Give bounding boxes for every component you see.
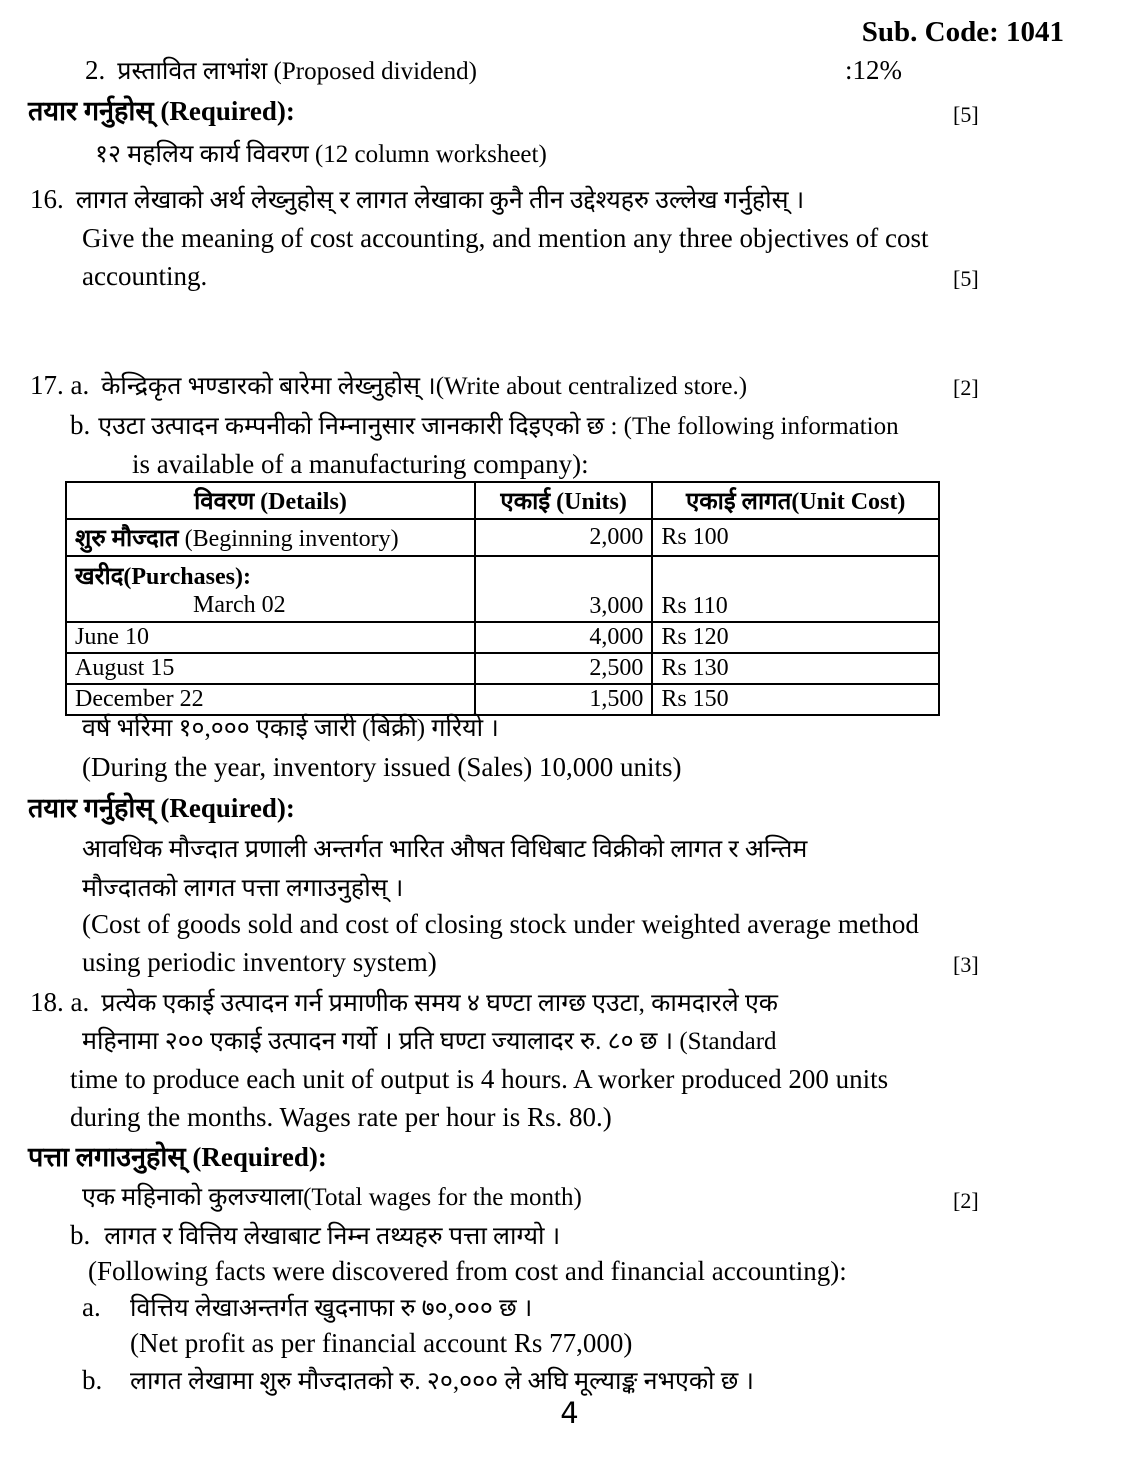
q17b-line1 xyxy=(70,409,899,443)
required2-heading: तयार गर्नुहोस् (Required): xyxy=(28,793,295,823)
q16-number: 16. xyxy=(30,184,64,214)
item2-text: प्रस्तावित लाभांश (Proposed dividend) xyxy=(117,58,477,85)
q18a-number: 18. a. xyxy=(30,987,90,1017)
row-cost: Rs 150 xyxy=(652,684,939,715)
sub-code: Sub. Code: 1041 xyxy=(861,16,1064,48)
row-cost: Rs 120 xyxy=(652,622,939,653)
required3-marks: [2] xyxy=(953,1188,979,1213)
header-unit-cost: एकाई लागत(Unit Cost) xyxy=(652,482,939,519)
q16-nepali-line xyxy=(30,183,804,217)
row-units: 4,000 xyxy=(475,622,652,653)
q18b-number: b. xyxy=(70,1220,91,1250)
required1-item: १२ महलिय कार्य विवरण (12 column worksheet) xyxy=(95,141,547,168)
q17b-line2: is available of a manufacturing company): xyxy=(132,449,589,479)
row-units: 1,500 xyxy=(475,684,652,715)
q16-marks: [5] xyxy=(953,266,979,291)
q17b-text1: एउटा उत्पादन कम्पनीको निम्नानुसार जानकारी दिइएको छ : (The following information xyxy=(98,413,899,440)
beginning-inventory-cell: शुरु मौज्दात (Beginning inventory) xyxy=(66,519,475,556)
q18b-item-b-number: b. xyxy=(82,1365,103,1395)
q18a-nepali-line1 xyxy=(30,986,778,1020)
required1-marks: [5] xyxy=(953,102,979,127)
row-date: December 22 xyxy=(66,684,475,715)
q18a-english-line1: time to produce each unit of output is 4 hours. A worker produced 200 units xyxy=(70,1064,889,1094)
row-units: 2,500 xyxy=(475,653,652,684)
q16-nepali: लागत लेखाको अर्थ लेख्नुहोस् र लागत लेखाका कुनै तीन उद्देश्यहरु उल्लेख गर्नुहोस् । xyxy=(75,187,805,214)
required2-english-line2: using periodic inventory system) xyxy=(82,947,437,977)
purchases-date: March 02 xyxy=(193,592,286,618)
required2-english-line1: (Cost of goods sold and cost of closing stock under weighted average method xyxy=(82,909,919,939)
q18b-english: (Following facts were discovered from cost and financial accounting): xyxy=(88,1256,847,1286)
page-number: 4 xyxy=(560,1396,579,1430)
q16-english-line1: Give the meaning of cost accounting, and mention any three objectives of cost xyxy=(82,223,929,253)
required1-heading: तयार गर्नुहोस् (Required): xyxy=(28,96,295,126)
purchases-units: 3,000 xyxy=(475,556,652,622)
q17a-text: केन्द्रिकृत भण्डारको बारेमा लेख्नुहोस् ।(Write about centralized store.) xyxy=(101,373,748,400)
q17a-number: 17. a. xyxy=(30,370,90,400)
table-row xyxy=(66,519,939,556)
item2-value: :12% xyxy=(845,55,902,85)
sales-note-english: (During the year, inventory issued (Sales) 10,000 units) xyxy=(82,752,682,782)
header-units: एकाई (Units) xyxy=(475,482,652,519)
row-date: August 15 xyxy=(66,653,475,684)
sales-note-nepali: वर्ष भरिमा १०,००० एकाई जारी (बिक्री) गरियो । xyxy=(82,715,499,742)
required3-heading: पत्ता लगाउनुहोस् (Required): xyxy=(28,1142,327,1172)
q16-english-line2: accounting. xyxy=(82,261,208,291)
q18a-np1: प्रत्येक एकाई उत्पादन गर्न प्रमाणीक समय ४ घण्टा लाग्छ एउटा, कामदारले एक xyxy=(101,990,779,1017)
row-date: June 10 xyxy=(66,622,475,653)
q18b-line1 xyxy=(70,1219,560,1253)
purchases-label: खरीद(Purchases): xyxy=(75,564,251,590)
q17a-line xyxy=(30,369,747,403)
table-header-row xyxy=(66,482,939,519)
beginning-cost: Rs 100 xyxy=(652,519,939,556)
table-row xyxy=(66,684,939,715)
q18b-item-a xyxy=(82,1291,532,1325)
required2-marks: [3] xyxy=(953,952,979,977)
q18b-item-b xyxy=(82,1364,754,1398)
required3-item: एक महिनाको कुलज्याला(Total wages for the month) xyxy=(82,1184,582,1211)
header-details: विवरण (Details) xyxy=(66,482,475,519)
item2-number: 2. xyxy=(85,55,106,85)
purchases-cost: Rs 110 xyxy=(652,556,939,622)
q18b-nepali: लागत र वित्तिय लेखाबाट निम्न तथ्यहरु पत्ता लाग्यो । xyxy=(104,1223,561,1250)
table-row xyxy=(66,556,939,622)
required2-nepali-line2: मौज्दातको लागत पत्ता लगाउनुहोस् । xyxy=(82,875,404,902)
q17b-number: b. xyxy=(70,410,91,440)
q18b-item-a-english: (Net profit as per financial account Rs 77,000) xyxy=(130,1328,633,1358)
q17a-marks: [2] xyxy=(953,375,979,400)
required2-nepali-line1: आवधिक मौज्दात प्रणाली अन्तर्गत भारित औषत विधिबाट विक्रीको लागत र अन्तिम xyxy=(82,836,808,863)
inventory-table xyxy=(65,481,940,716)
table-row xyxy=(66,653,939,684)
table-row xyxy=(66,622,939,653)
q18b-item-b-nepali: लागत लेखामा शुरु मौज्दातको रु. २०,००० ले अघि मूल्याङ्क नभएको छ । xyxy=(130,1368,755,1395)
q18a-nepali-line2: महिनामा २०० एकाई उत्पादन गर्यो । प्रति घण्टा ज्यालादर रु. ८० छ । (Standard xyxy=(82,1028,777,1055)
q18b-item-a-number: a. xyxy=(82,1292,101,1322)
q18a-english-line2: during the months. Wages rate per hour is Rs. 80.) xyxy=(70,1102,612,1132)
row-cost: Rs 130 xyxy=(652,653,939,684)
beginning-units: 2,000 xyxy=(475,519,652,556)
q18b-item-a-nepali: वित्तिय लेखाअन्तर्गत खुदनाफा रु ७०,००० छ । xyxy=(130,1295,533,1322)
item2-line xyxy=(85,54,477,88)
purchases-cell xyxy=(66,556,475,622)
